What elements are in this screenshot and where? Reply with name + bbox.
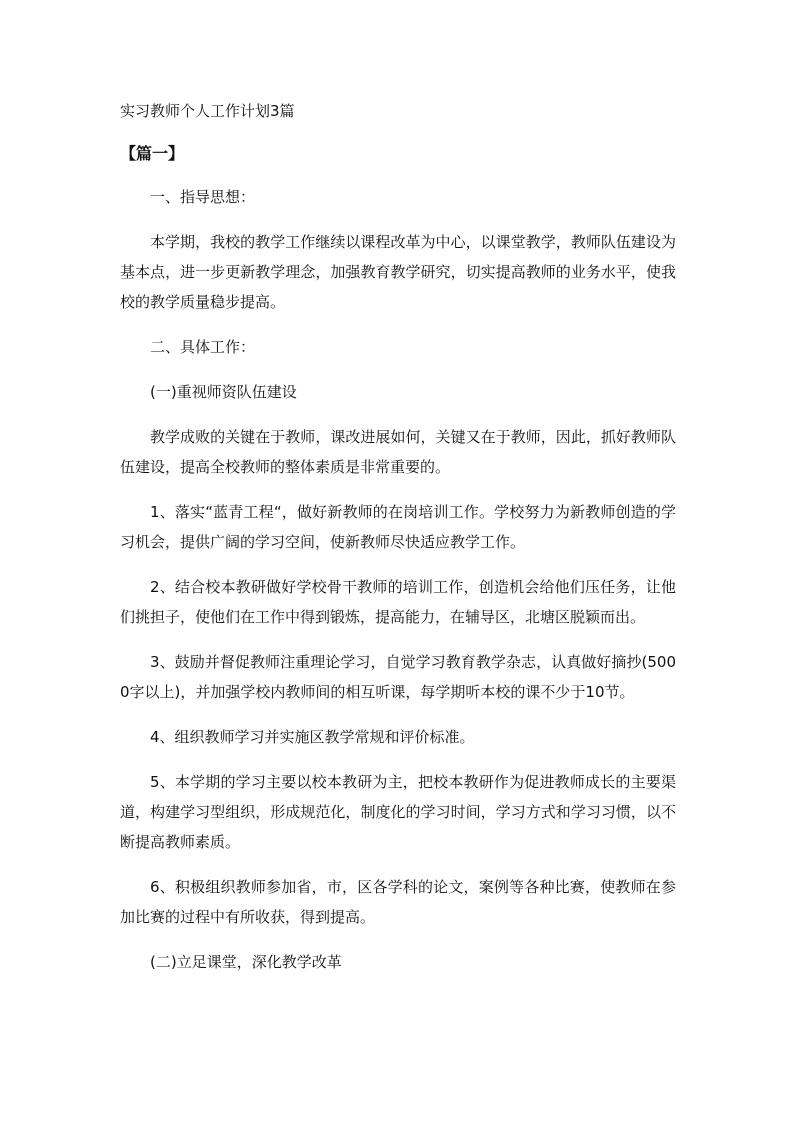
section-heading: 【篇一】	[120, 144, 185, 163]
heading-specific-work: 二、具体工作：	[150, 338, 256, 356]
list-item-5: 5、本学期的学习主要以校本教研为主，把校本教研作为促进教师成长的主要渠道，构建学习型组织，形成规范化，制度化的学习时间，学习方式和学习习惯，以不断提高教师素质。	[120, 773, 676, 851]
heading-guiding-thought: 一、指导思想：	[150, 188, 256, 206]
list-item-4: 4、组织教师学习并实施区教学常规和评价标准。	[150, 728, 475, 746]
subheading-classroom-reform: (二)立足课堂，深化教学改革	[150, 953, 342, 971]
paragraph-teacher-team: 教学成败的关键在于教师，课改进展如何，关键又在于教师，因此，抓好教师队伍建设，提高全校教师的整体素质是非常重要的。	[120, 428, 676, 476]
document-body	[120, 182, 676, 992]
list-item-2: 2、结合校本教研做好学校骨干教师的培训工作，创造机会给他们压任务，让他们挑担子，使他们在工作中得到锻炼，提高能力，在辅导区，北塘区脱颖而出。	[120, 578, 676, 626]
paragraph-guiding-thought: 本学期，我校的教学工作继续以课程改革为中心，以课堂教学，教师队伍建设为基本点，进一步更新教学理念，加强教育教学研究，切实提高教师的业务水平，使我校的教学质量稳步提高。	[120, 233, 676, 311]
list-item-1: 1、落实“蓝青工程“，做好新教师的在岗培训工作。学校努力为新教师创造的学习机会，提供广阔的学习空间，使新教师尽快适应教学工作。	[120, 503, 676, 551]
list-item-6: 6、积极组织教师参加省，市，区各学科的论文，案例等各种比赛，使教师在参加比赛的过程中有所收获，得到提高。	[120, 878, 676, 926]
document-title: 实习教师个人工作计划3篇	[120, 102, 295, 120]
subheading-teacher-team: (一)重视师资队伍建设	[150, 383, 297, 401]
list-item-3: 3、鼓励并督促教师注重理论学习，自觉学习教育教学杂志，认真做好摘抄(5000字以上)，并加强学校内教师间的相互听课，每学期听本校的课不少于10节。	[120, 653, 676, 701]
